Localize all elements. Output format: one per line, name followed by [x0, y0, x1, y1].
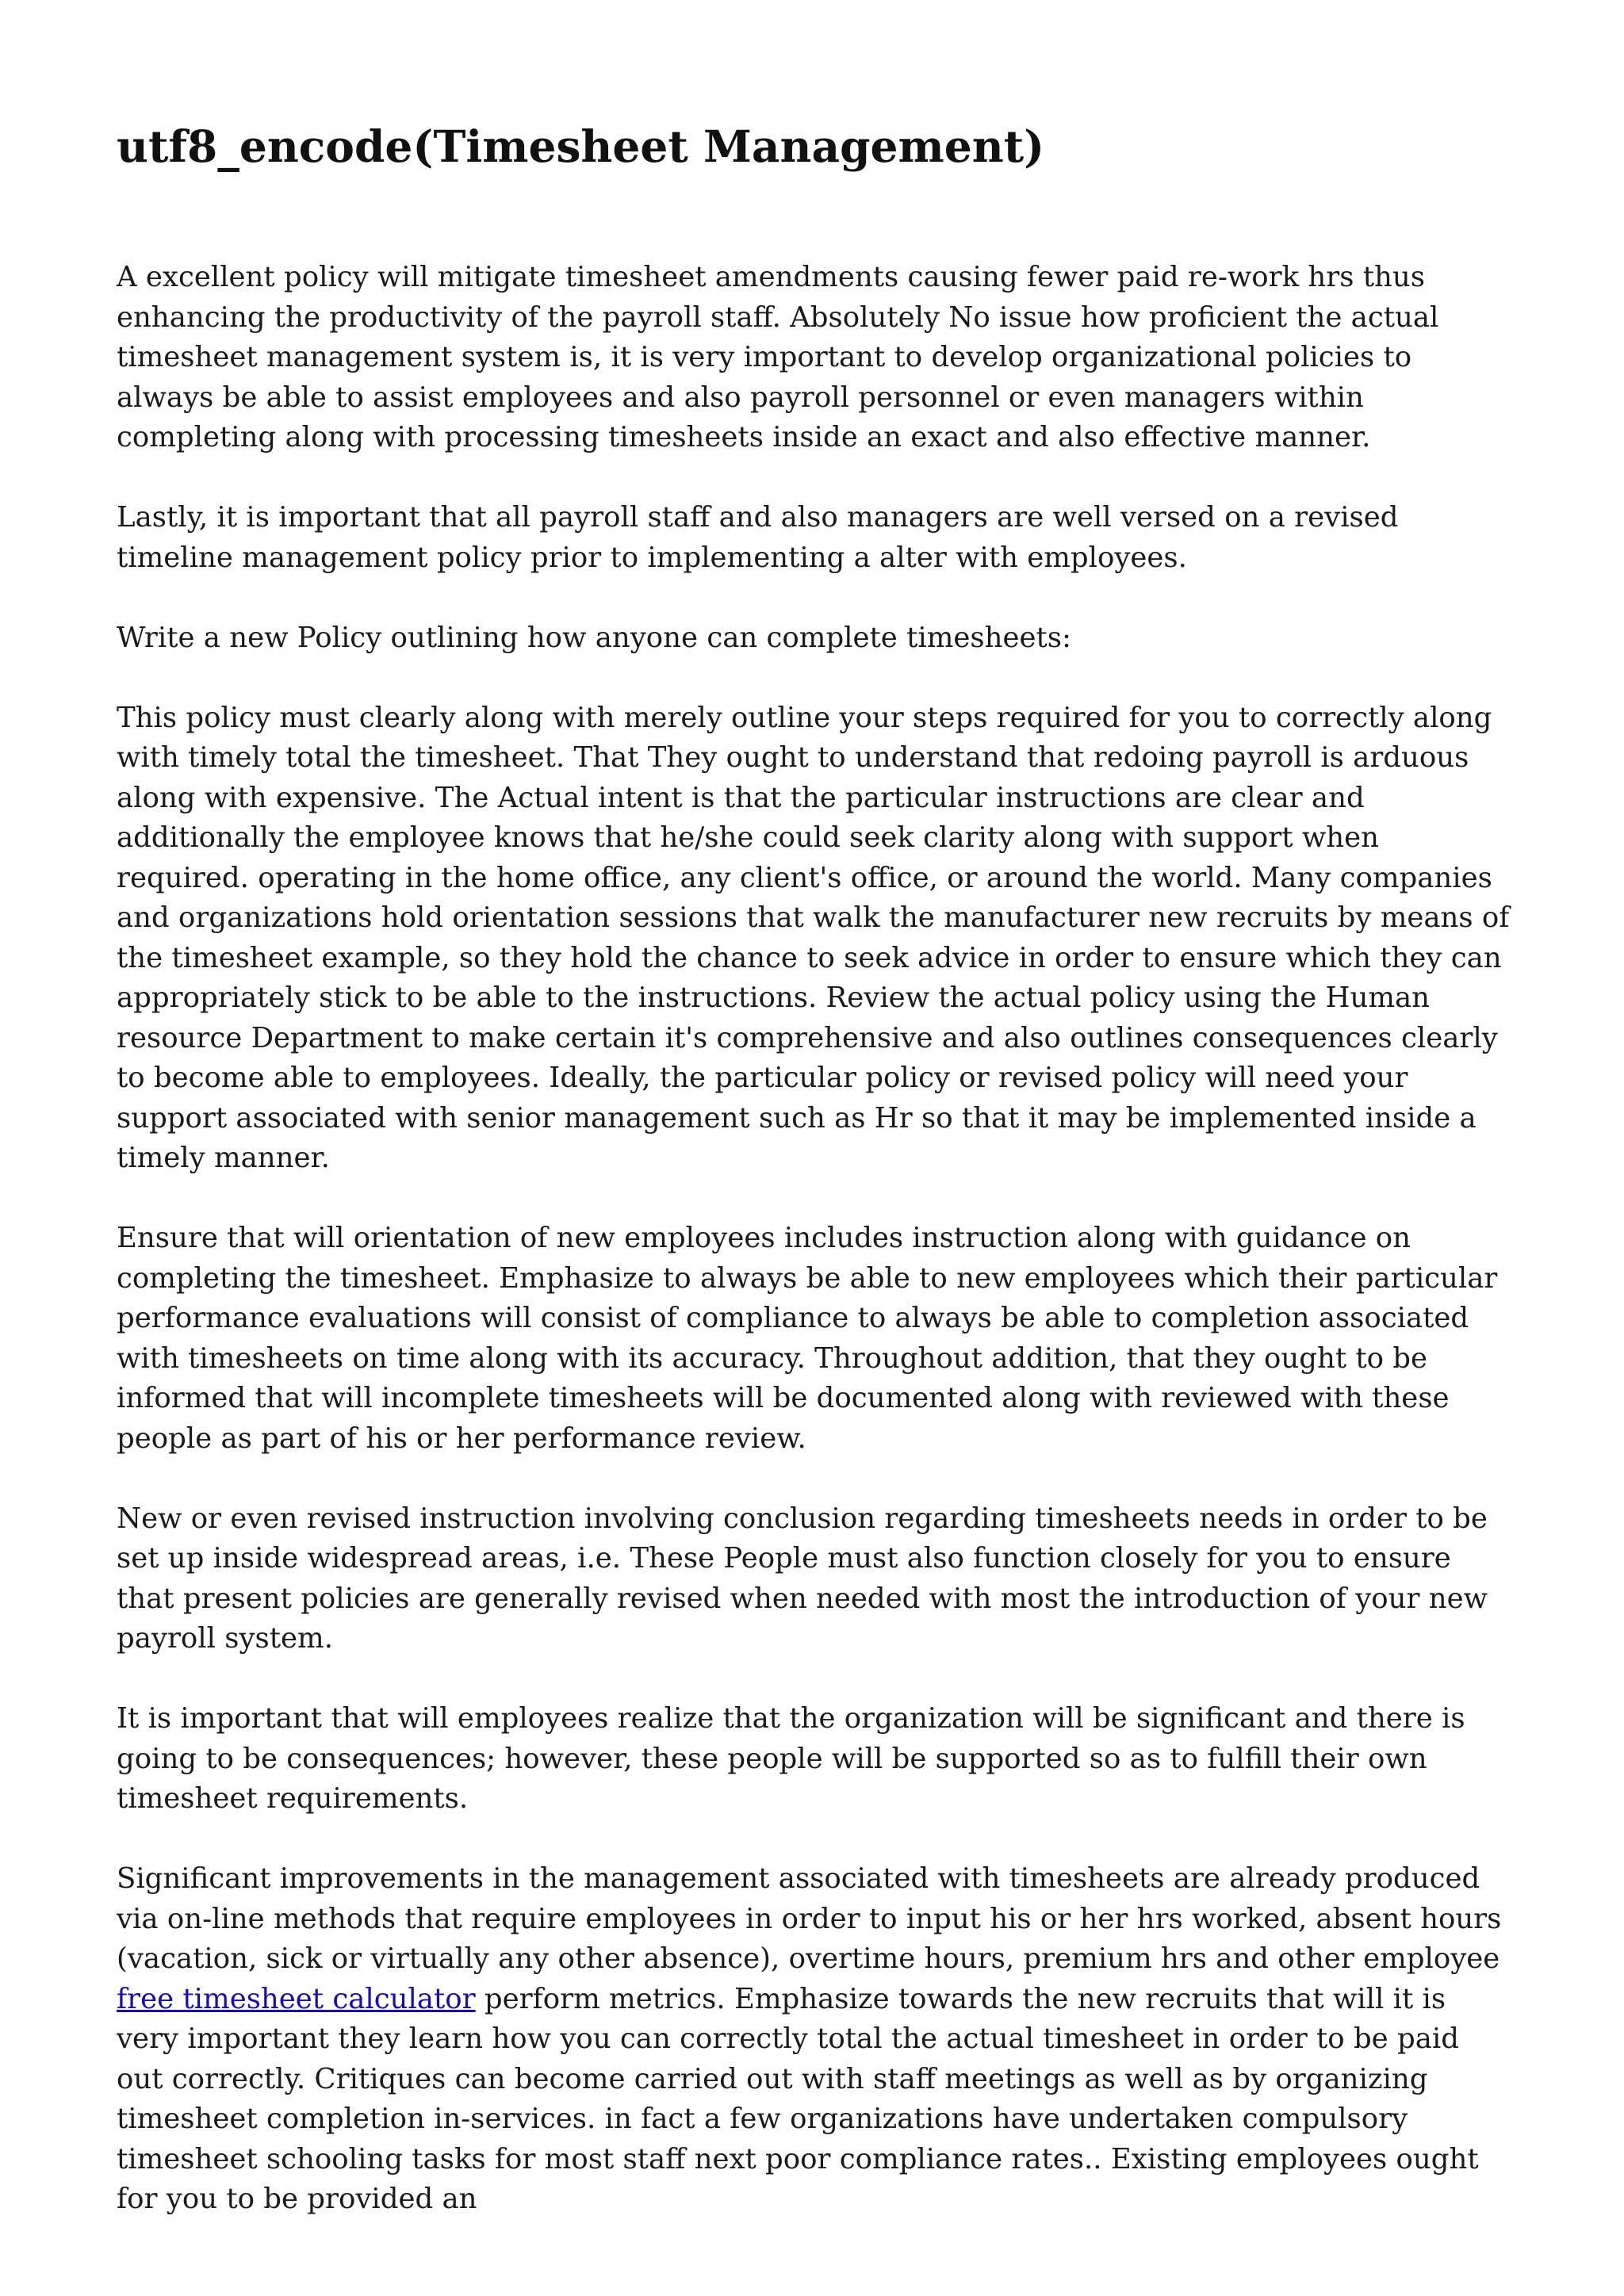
paragraph-improvements	[117, 1859, 1512, 2220]
document-page	[117, 119, 1512, 2260]
paragraph-orientation: Ensure that will orientation of new employees includes instruction along with guidance on completing the timesheet. Emphasize to always be able to new employees which their particular performance evaluations will consist of compliance to always be able to completion associated with timesheets on time along with its accuracy. Throughout addition, that they ought to be informed that will incomplete timesheets will be documented along with reviewed with these people as part of his or her performance review.	[117, 1222, 1498, 1455]
improvements-text-after-link: perform metrics. Emphasize towards the new recruits that will it is very important they learn how you can correctly total the actual timesheet in order to be paid out correctly. Critiques can become carried out with staff meetings as well as by organizing timesheet completion in-services. in fact a few organizations have undertaken compulsory timesheet schooling tasks for most staff next poor compliance rates.. Existing employees ought for you to be provided an	[117, 1982, 1479, 2215]
paragraph-policy-intro: A excellent policy will mitigate timesheet amendments causing fewer paid re-work hrs thus enhancing the productivity of the payroll staff. Absolutely No issue how proficient the actual timesheet management system is, it is very important to develop organizational policies to always be able to assist employees and also payroll personnel or even managers within completing along with processing timesheets inside an exact and also effective manner.	[117, 261, 1439, 453]
free-timesheet-calculator-link[interactable]: free timesheet calculator	[117, 1982, 476, 2015]
paragraph-write-policy: Write a new Policy outlining how anyone can complete timesheets:	[117, 621, 1071, 654]
paragraph-revised-instruction: New or even revised instruction involving conclusion regarding timesheets needs in order to be set up inside widespread areas, i.e. These People must also function closely for you to ensure that present policies are generally revised when needed with most the introduction of your new payroll system.	[117, 1502, 1488, 1655]
paragraph-consequences: It is important that will employees realize that the organization will be significant and there is going to be consequences; however, these people will be supported so as to fulfill their own timesheet requirements.	[117, 1702, 1465, 1815]
improvements-text-before-link: Significant improvements in the management associated with timesheets are already produced via on-line methods that require employees in order to input his or her hrs worked, absent hours (vacation, sick or virtually any other absence), overtime hours, premium hrs and other employee	[117, 1862, 1502, 1975]
paragraph-policy-steps: This policy must clearly along with merely outline your steps required for you to correctly along with timely total the timesheet. That They ought to understand that redoing payroll is arduous along with expensive. The Actual intent is that the particular instructions are clear and additionally the employee knows that he/she could seek clarity along with support when required. operating in the home office, any client's office, or around the world. Many companies and organizations hold orientation sessions that walk the manufacturer new recruits by means of the timesheet example, so they hold the chance to seek advice in order to ensure which they can appropriately stick to be able to the instructions. Review the actual policy using the Human resource Department to make certain it's comprehensive and also outlines consequences clearly to become able to employees. Ideally, the particular policy or revised policy will need your support associated with senior management such as Hr so that it may be implemented inside a timely manner.	[117, 701, 1510, 1174]
page-title: utf8_encode(Timesheet Management)	[117, 121, 1045, 172]
paragraph-payroll-staff: Lastly, it is important that all payroll staff and also managers are well versed on a revised timeline management policy prior to implementing a alter with employees.	[117, 501, 1399, 574]
